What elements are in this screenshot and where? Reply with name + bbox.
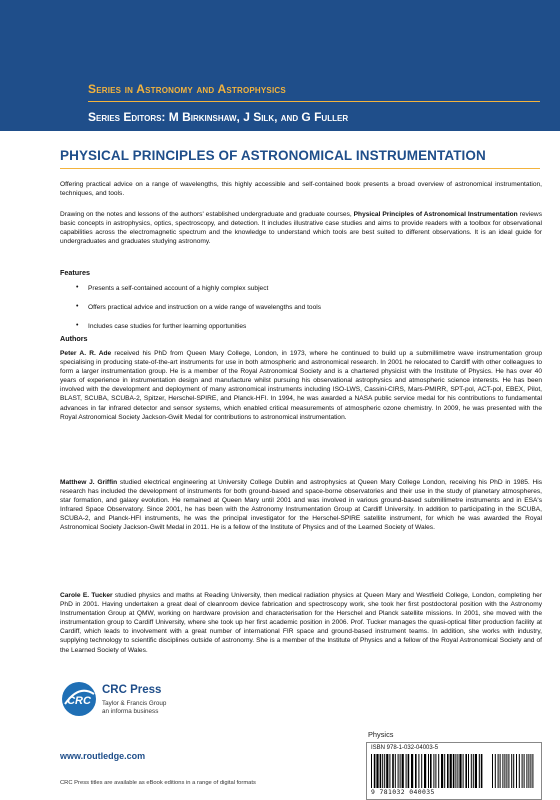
barcode-bar [522, 754, 523, 788]
barcode-bar [508, 754, 509, 788]
barcode-bar [402, 754, 404, 788]
features-heading: Features [60, 268, 90, 277]
author-bio-griffin [60, 478, 542, 533]
barcode-bar [444, 754, 445, 788]
crc-logo-icon [60, 680, 98, 718]
barcode-bar [459, 754, 461, 788]
barcode-bar [395, 754, 396, 788]
publisher-group: Taylor & Francis Group [102, 700, 167, 707]
barcode-bar [380, 754, 382, 788]
barcode-bar [468, 754, 469, 788]
authors-heading: Authors [60, 334, 88, 343]
barcode-bar [475, 754, 477, 788]
barcode-bar [455, 754, 456, 788]
barcode-bar [433, 754, 434, 788]
barcode-bar [441, 754, 443, 788]
feature-item: • Includes case studies for further learning opportunities [76, 323, 536, 342]
barcode-bar [504, 754, 505, 788]
barcode-bar [371, 754, 372, 788]
barcode-bar [406, 754, 407, 788]
barcode-bar [418, 754, 419, 788]
publisher-name: CRC Press [102, 684, 162, 696]
publisher-tagline: an informa business [102, 708, 159, 715]
barcode-bar [457, 754, 458, 788]
barcode-bar [376, 754, 378, 788]
barcode-bar [513, 754, 514, 788]
author-bio-tucker [60, 591, 542, 655]
barcode-bar [528, 754, 529, 788]
barcode-bar [386, 754, 388, 788]
barcode-bar [435, 754, 436, 788]
isbn-number: ISBN 978-1-032-04003-5 [371, 745, 439, 751]
barcode-bar [524, 754, 525, 788]
barcode-bar [411, 754, 413, 788]
barcode-bar [526, 754, 527, 788]
barcode-bar [471, 754, 472, 788]
author-bio-ade [60, 349, 542, 422]
author-bio-text: studied physics and maths at Reading University, then medical radiation physics at Queen Mary and Westfield College, London, completing her PhD in 2001. Having undertaken a great deal of cleanroom device fabrication and spectroscopy work, she took her first postdoctoral position with the Astronomy Instrumentation Group at QMW, working on hardware provision and characterisation for the Herschel and Planck satellite missions. In 2001, she moved with the instrumentation group to Cardiff University, where she took up her first academic position in 2006. Prof. Tucker manages the quasi-optical filter production facility at Cardiff, which leads to involvement with a great number of international FIR space and ground-based instrument teams. In addition, she works with industry, supplying technology to scientific disciplines outside of astronomy. She is a member of the Institute of Physics and a fellow of the Royal Astronomical Society and of the Learned Society of Wales. [60, 592, 542, 654]
header-divider [88, 101, 540, 102]
barcode-bar [498, 754, 499, 788]
barcode-bar [519, 754, 520, 788]
description-body: reviews basic concepts in astrophysics, optics, spectroscopy, and detection. It includes illustrative case studies and aims to provide readers with a toolbox for observational capabilities across the electromagnetic spectrum and the knowledge to understand which tools are best suited to different observations. It is an ideal guide for undergraduates and graduates studying astronomy. [60, 211, 542, 246]
barcode [366, 742, 542, 800]
ean-barcode-bars [371, 754, 483, 788]
author-bio-text: studied electrical engineering at University College Dublin and astrophysics at Queen Mary College London, receiving his PhD in 1985. His research has included the development of instruments for both ground-based and space-borne observatories and their use in the study of planetary atmospheres, star formation, and galaxy evolution. He remained at Queen Mary until 2001 and was involved in various ground-based submillimetre instruments and in ESA's Infrared Space Observatory. Since 2001, he has been with the Astronomy Instrumentation Group at Cardiff University. In addition to participating in the SCUBA, SCUBA-2, and Planck-HFI instruments, he was the principal investigator for the Herschel-SPIRE satellite instrument, for which he was awarded the Royal Astronomical Society Jackson-Gwilt Medal in 2011. He is a fellow of the Institute of Physics and of the Learned Society of Wales. [60, 479, 542, 532]
barcode-bar [447, 754, 449, 788]
series-editors: Series Editors: M Birkinshaw, J Silk, and G Fuller [88, 110, 349, 124]
author-name: Matthew J. Griffin [60, 479, 118, 486]
barcode-bar [506, 754, 507, 788]
barcode-bar [421, 754, 422, 788]
barcode-bar [530, 754, 531, 788]
barcode-bar [495, 754, 496, 788]
ebook-note: CRC Press titles are available as eBook editions in a range of digital formats [60, 780, 256, 786]
price-barcode-bars [492, 754, 536, 788]
barcode-bar [389, 754, 390, 788]
barcode-bar [408, 754, 410, 788]
barcode-bar [438, 754, 439, 788]
barcode-bar [479, 754, 480, 788]
barcode-bar [392, 754, 394, 788]
description-paragraph [60, 210, 542, 246]
barcode-bar [382, 754, 383, 788]
subject-category: Physics [368, 730, 394, 739]
barcode-bar [532, 754, 533, 788]
barcode-bar [492, 754, 493, 788]
barcode-bar [400, 754, 401, 788]
barcode-bar [374, 754, 376, 788]
barcode-bar [398, 754, 399, 788]
barcode-bar [430, 754, 432, 788]
barcode-digits: 9 781032 040035 [371, 788, 435, 796]
author-name: Peter A. R. Ade [60, 350, 112, 357]
barcode-bar [450, 754, 452, 788]
features-list [76, 285, 536, 342]
barcode-bar [424, 754, 426, 788]
title-divider [60, 168, 540, 169]
author-bio-text: received his PhD from Queen Mary College, London, in 1973, where he continued to build up a submillimetre wave instrumentation group specialising in producing state-of-the-art instruments for use in both atmospheric and astronomical research. In 2001 he relocated to Cardiff with other colleagues to form a larger instrumentation group. He is a member of the Royal Astronomical Society and is a chartered physicist with the Institute of Physics. He has over 40 years of experience in instrumentation design and manufacture whilst pursuing his observational astrophysics and atmospheric science interests. He has been involved with the development and deployment of many astronomical instruments including ISO-LWS, Cassini-CIRS, Mars-PMIRR, SPT-pol, ACT-pol, EBEX, Pilot, BLAST, SCUBA, SCUBA-2, Spitzer, Herschel-SPIRE, and Planck-HFI. In 1994, he was awarded a NASA public service medal for his contributions to fundamental advances in far infrared detector and sensor systems, which enabled critical measurements of atmospheric ozone chemistry. In 2009, he was presented with the Royal Astronomical Society Jackson-Gwilt Medal for contributions to astronomical instrumentation. [60, 350, 542, 421]
series-title: Series in Astronomy and Astrophysics [88, 82, 286, 96]
publisher-website-link[interactable]: www.routledge.com [60, 751, 146, 761]
barcode-bar [516, 754, 517, 788]
barcode-bar [500, 754, 501, 788]
series-header [0, 0, 560, 131]
barcode-bar [502, 754, 503, 788]
book-title: PHYSICAL PRINCIPLES OF ASTRONOMICAL INSTRUMENTATION [60, 148, 486, 163]
author-name: Carole E. Tucker [60, 592, 113, 599]
publisher-logo [60, 680, 260, 740]
barcode-bar [463, 754, 464, 788]
intro-paragraph: Offering practical advice on a range of wavelengths, this highly accessible and self-contained book presents a broad overview of astronomical instrumentation, techniques, and tools. [60, 181, 542, 198]
barcode-bar [384, 754, 385, 788]
crc-logo-text: CRC [67, 695, 91, 707]
feature-item: • Presents a self-contained account of a highly complex subject [76, 285, 536, 304]
barcode-bar [453, 754, 455, 788]
barcode-bar [428, 754, 429, 788]
description-book-title: Physical Principles of Astronomical Instrumentation [353, 211, 518, 218]
description-lead: Drawing on the notes and lessons of the authors' established undergraduate and graduate courses, [60, 211, 354, 218]
barcode-bar [481, 754, 483, 788]
barcode-bar [415, 754, 417, 788]
barcode-bar [465, 754, 467, 788]
barcode-bar [473, 754, 474, 788]
barcode-bar [511, 754, 512, 788]
feature-item: • Offers practical advice and instruction on a wide range of wavelengths and tools [76, 304, 536, 323]
